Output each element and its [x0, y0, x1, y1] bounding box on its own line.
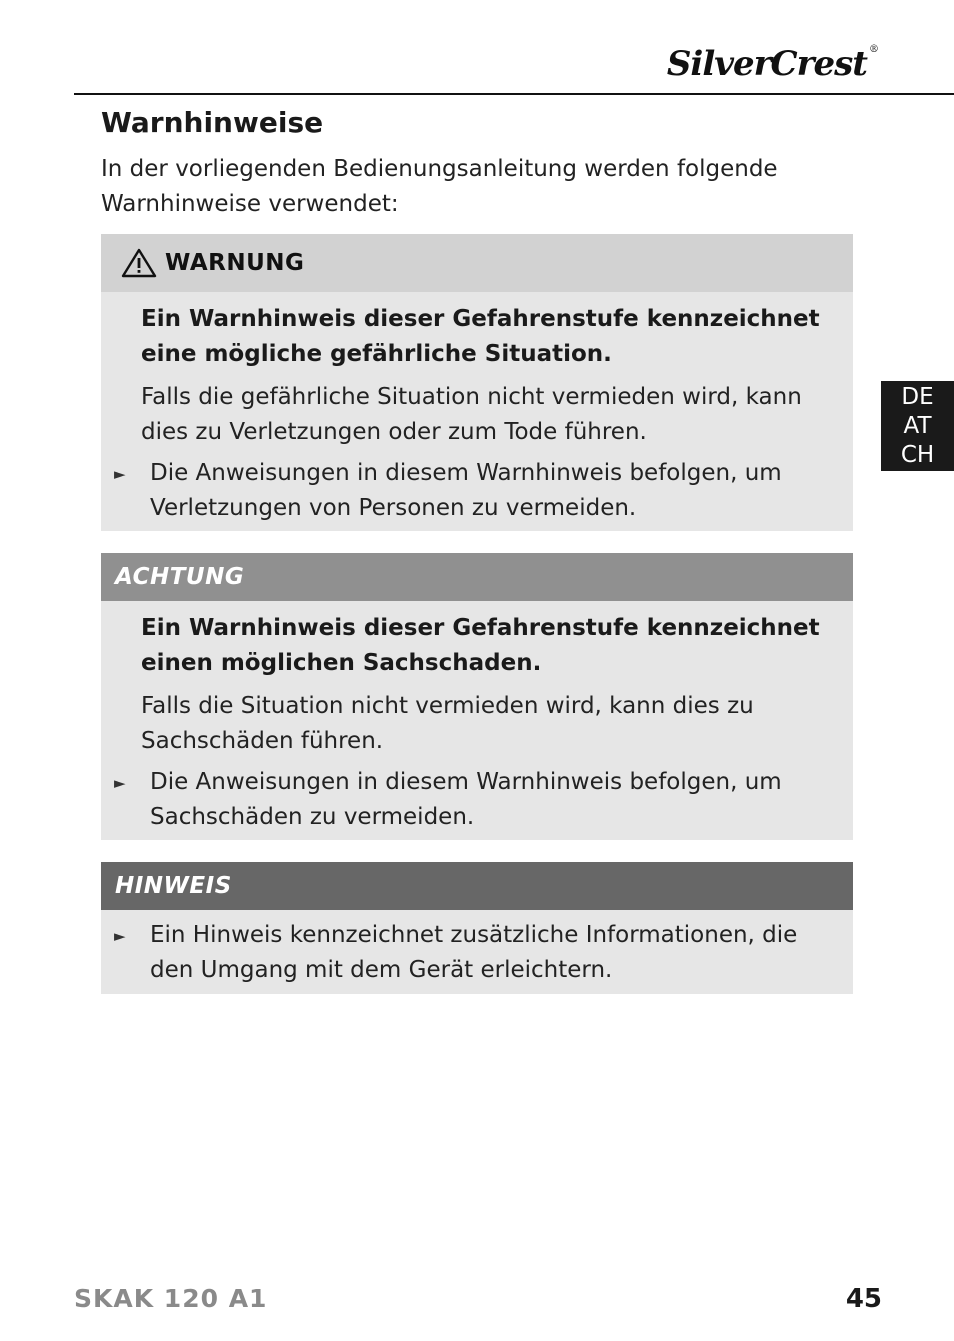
warning-label: WARNUNG — [165, 250, 305, 276]
note-label: HINWEIS — [115, 873, 232, 899]
header-rule — [74, 93, 954, 95]
note-box-header — [101, 862, 853, 910]
warning-bullet — [114, 456, 840, 526]
caution-bullet — [114, 765, 840, 835]
language-ch: CH — [900, 442, 935, 468]
bullet-arrow-icon: ► — [114, 465, 126, 483]
caution-box — [101, 553, 853, 840]
caution-bullet-text: Die Anweisungen in diesem Warnhinweis befolgen, um Sachschäden zu vermeiden. — [150, 769, 782, 830]
warning-bullet-text: Die Anweisungen in diesem Warnhinweis befolgen, um Verletzungen von Personen zu vermeiden. — [150, 460, 782, 521]
warning-strong-text: Ein Warnhinweis dieser Gefahrenstufe kennzeichnet eine mögliche gefährliche Situation. — [141, 306, 820, 367]
language-tab — [881, 381, 954, 471]
note-bullet-text: Ein Hinweis kennzeichnet zusätzliche Informationen, die den Umgang mit dem Gerät erleichtern. — [150, 922, 798, 983]
warning-body-text: Falls die gefährliche Situation nicht vermieden wird, kann dies zu Verletzungen oder zum Tode führen. — [141, 384, 802, 445]
warning-box — [101, 234, 853, 531]
brand-logo — [667, 44, 878, 84]
section-intro: In der vorliegenden Bedienungsanleitung werden folgende Warnhinweise verwendet: — [101, 156, 778, 217]
registered-mark: ® — [869, 44, 878, 55]
note-bullet — [114, 918, 840, 988]
section-title: Warnhinweise — [101, 106, 324, 139]
brand-logo-text: SilverCrest — [666, 44, 867, 84]
caution-label: ACHTUNG — [115, 564, 245, 590]
bullet-arrow-icon: ► — [114, 927, 126, 945]
page-number: 45 — [845, 1284, 882, 1314]
warning-box-header — [101, 234, 853, 292]
footer-model: SKAK 120 A1 — [74, 1284, 268, 1313]
bullet-arrow-icon: ► — [114, 774, 126, 792]
caution-body-text: Falls die Situation nicht vermieden wird, kann dies zu Sachschäden führen. — [141, 693, 754, 754]
language-de: DE — [901, 384, 934, 410]
caution-box-header — [101, 553, 853, 601]
caution-strong-text: Ein Warnhinweis dieser Gefahrenstufe kennzeichnet einen möglichen Sachschaden. — [141, 615, 820, 676]
language-at: AT — [903, 413, 932, 439]
warning-triangle-icon — [121, 248, 157, 278]
note-box — [101, 862, 853, 994]
